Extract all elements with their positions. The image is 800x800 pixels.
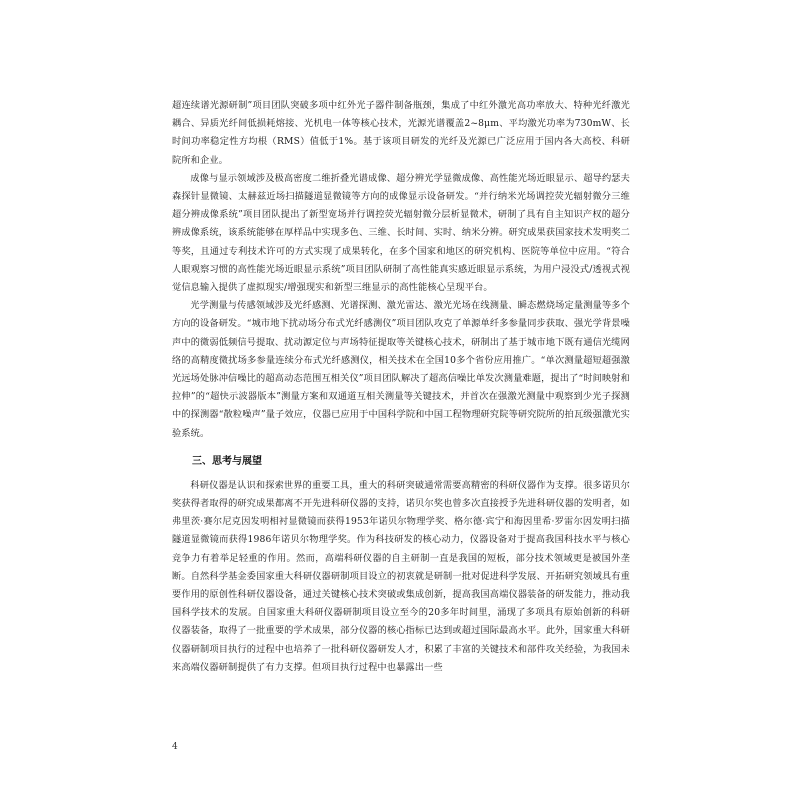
paragraph-reflection: 科研仪器是认识和探索世界的重要工具，重大的科研突破通常需要高精密的科研仪器作为支撑。很多诺贝尔奖获得者取得的研究成果都离不开先进科研仪器的支持，诺贝尔奖也曾多次直接授予先进科研仪器的发明者，如弗里茨·赛尔尼克因发明相衬显微镜而获得1953年诺贝尔物理学奖、格尔德·宾宁和海因里希·罗雷尔因发明扫描隧道显微镜而获得1986年诺贝尔物理学奖。作为科技研发的核心动力，仪器设备对于提高我国科技水平与核心竞争力有着举足轻重的作用。然而，高端科研仪器的自主研制一直是我国的短板，部分技术领域更是被国外垄断。自然科学基金委国家重大科研仪器研制项目设立的初衷就是研制一批对促进科学发展、开拓研究领域具有重要作用的原创性科研仪器设备，通过关键核心技术突破或集成创新，提高我国高端仪器装备的研发能力，推动我国科学技术的发展。自国家重大科研仪器研制项目设立至今的20多年时间里，涌现了多项具有原始创新的科研仪器装备，取得了一批重要的学术成果，部分仪器的核心指标已达到或超过国际最高水平。此外，国家重大科研仪器研制项目执行的过程中也培养了一批科研仪器研发人才，积累了丰富的关键技术和部件攻关经验，为我国未来高端仪器研制提供了有力支撑。但项目执行过程中也暴露出一些 [172,479,630,673]
paragraph-imaging-display: 成像与显示领域涉及极高密度二维折叠光谱成像、超分辨光学显微成像、高性能光场近眼显示、超导约瑟夫森探针显微镜、太赫兹近场扫描隧道显微镜等方向的成像显示设备研发。“并行纳米光场调控荧光辐射微分三维超分辨成像系统”项目团队提出了新型宽场并行调控荧光辐射微分层析显微术，研制了具有自主知识产权的超分辨成像系统，该系统能够在厚样品中实现多色、三维、长时间、实时、纳米分辨。研究成果获国家技术发明奖二等奖，且通过专利技术许可的方式实现了成果转化，在多个国家和地区的研究机构、医院等单位中应用。“符合人眼观察习惯的高性能光场近眼显示系统”项目团队研制了高性能真实感近眼显示系统，为用户浸没式/透视式视觉信息输入提供了虚拟现实/增强现实和新型三维显示的高性能核心呈现平台。 [172,172,630,294]
paragraph-laser-source: 超连续谱光源研制”项目团队突破多项中红外光子器件制备瓶颈，集成了中红外激光高功率放大、特种光纤激光耦合、异质光纤间低损耗熔接、光机电一体等核心技术，光源光谱覆盖2~8μm、平均激光功率为730mW、长时间功率稳定性方均根（RMS）值低于1%。基于该项目研发的光纤及光源已广泛应用于国内各大高校、科研院所和企业。 [172,100,630,166]
section-heading: 三、思考与展望 [192,455,262,467]
page-number: 4 [172,742,178,752]
page-body [172,97,630,677]
paragraph-measurement-sensing: 光学测量与传感领域涉及光纤感测、光谱探测、激光雷达、激光光场在线测量、瞬态燃烧场定量测量等多个方向的设备研发。“城市地下扰动场分布式光纤感测仪”项目团队攻克了单源单纤多参量同步获取、强光学背景噪声中的微弱低频信号提取、扰动源定位与声场特征提取等关键核心技术，研制出了基于城市地下既有通信光缆网络的高精度微扰场多参量连续分布式光纤感测仪，相关技术在全国10多个省份应用推广。“单次测量超短超强激光远场处脉冲信噪比的超高动态范围互相关仪”项目团队解决了超高信噪比单发次测量难题，提出了“时间映射和拉伸”的“超快示波器版本”测量方案和双通道互相关测量等关键技术，并首次在强激光测量中观察到少光子探测中的探测器“散粒噪声”量子效应，仪器已应用于中国科学院和中国工程物理研究院等研究院所的拍瓦级强激光实验系统。 [172,300,630,439]
